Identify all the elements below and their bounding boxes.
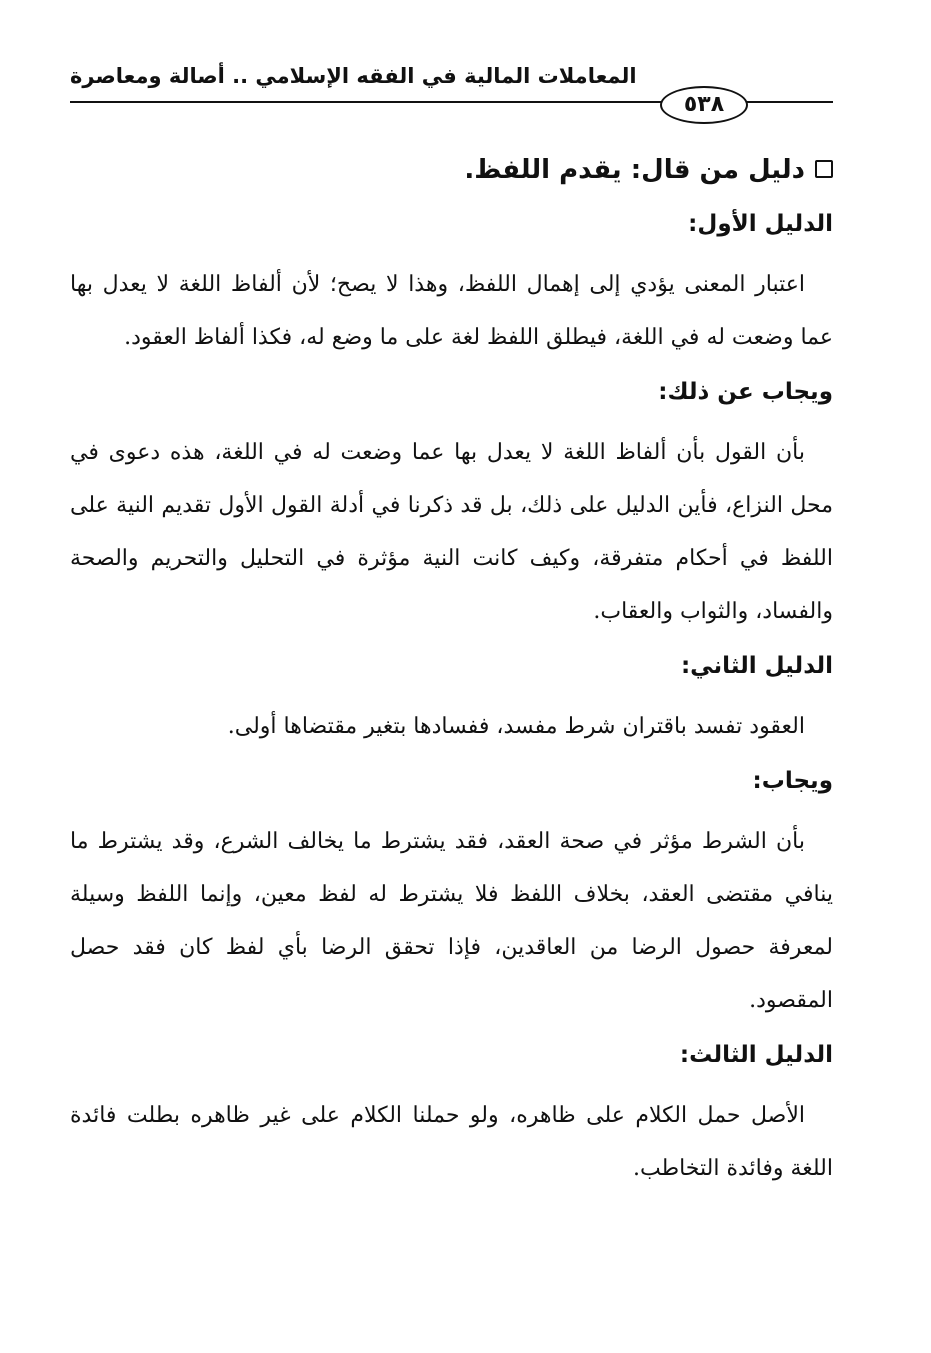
evidence-heading-1: الدليل الأول:: [688, 211, 833, 237]
paragraph-3: العقود تفسد باقتران شرط مفسد، ففسادها بتغير مقتضاها أولى.: [227, 714, 805, 739]
paragraph-5: الأصل حمل الكلام على ظاهره، ولو حملنا الكلام على غير ظاهره بطلت فائدة اللغة وفائدة التخاطب.: [70, 1103, 833, 1181]
evidence-heading-3: الدليل الثالث:: [679, 1042, 833, 1068]
square-bullet-icon: [815, 160, 833, 178]
paragraph-4: بأن الشرط مؤثر في صحة العقد، فقد يشترط ما يخالف الشرع، وقد يشترط ما ينافي مقتضى العقد، بخلاف اللفظ فلا يشترط له لفظ معين، وإنما اللفظ وسيلة لمعرفة حصول الرضا من العاقدين، فإذا تحقق الرضا بأي لفظ كان فقد حصل المقصود.: [70, 829, 833, 1013]
paragraph-1: اعتبار المعنى يؤدي إلى إهمال اللفظ، وهذا لا يصح؛ لأن ألفاظ اللغة لا يعدل بها عما وضعت له في اللغة، فيطلق اللفظ لغة على ما وضع له، فكذا ألفاظ العقود.: [70, 272, 833, 350]
section-heading: [70, 150, 833, 190]
page-content: [70, 150, 833, 1203]
running-title: المعاملات المالية في الفقه الإسلامي .. أصالة ومعاصرة: [70, 64, 637, 88]
evidence-heading-2: الدليل الثاني:: [680, 653, 833, 679]
page-number: ٥٣٨: [660, 86, 748, 124]
reply-heading-2: ويجاب:: [752, 768, 833, 794]
paragraph-2: بأن القول بأن ألفاظ اللغة لا يعدل بها عما وضعت له في اللغة، هذه دعوى في محل النزاع، فأين الدليل على ذلك، بل قد ذكرنا في أدلة القول الأول تقديم النية على اللفظ في أحكام متفرقة، وكيف كانت النية مؤثرة في التحليل والتحريم والصحة والفساد، والثواب والعقاب.: [70, 440, 833, 624]
reply-heading-1: ويجاب عن ذلك:: [658, 379, 833, 405]
section-heading-text: دليل من قال: يقدم اللفظ.: [464, 155, 805, 185]
